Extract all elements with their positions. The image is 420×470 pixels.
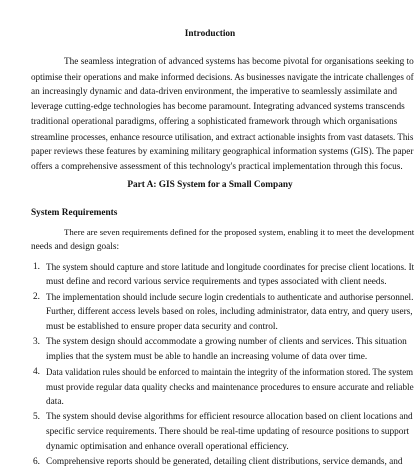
part-a-heading: Part A: GIS System for a Small Company	[127, 180, 293, 190]
list-item-line: must provide regular data quality checks and maintenance procedures to ensure accurate and reliable	[46, 382, 414, 392]
list-item-number: 5.	[33, 412, 40, 422]
paragraph-line: an increasingly dynamic and data-driven environment, the imperative to seamlessly assimilate and	[31, 87, 398, 97]
paragraph-line: paper reviews these features by examining military geographical information systems (GIS). The paper	[31, 147, 414, 157]
list-item-line: The system should capture and store latitude and longitude coordinates for precise client locations. It	[46, 262, 415, 272]
list-item-line: Comprehensive reports should be generated, detailing client distributions, service demands, and	[46, 457, 403, 467]
list-item-line: The system design should accommodate a growing number of clients and services. This situation	[46, 337, 407, 347]
list-item-number: 2.	[33, 292, 40, 302]
list-item-line: Further, different access levels based on roles, including administrator, data entry, and query users,	[46, 307, 413, 317]
list-item-line: must define and record various service requirements and types associated with client needs.	[46, 277, 387, 287]
paragraph-line: needs and design goals:	[31, 242, 120, 252]
paragraph-line: traditional operational paradigms, offering a sophisticated framework through which organisations	[31, 117, 398, 127]
paragraph-line: streamline processes, enhance resource utilisation, and extract actionable insights from vast datasets. This	[31, 132, 414, 142]
list-item-line: The system should devise algorithms for efficient resource allocation based on client locations and	[46, 412, 413, 422]
introduction-heading: Introduction	[184, 29, 236, 39]
list-item-line: Data validation rules should be enforced to maintain the integrity of the information stored. The system	[46, 367, 414, 377]
list-item-number: 6.	[33, 457, 40, 467]
list-item-number: 4.	[33, 367, 40, 377]
paragraph-line: The seamless integration of advanced systems has become pivotal for organisations seeking to	[64, 57, 414, 67]
list-item-line: must be established to ensure proper data security and control.	[46, 322, 278, 332]
paragraph-line: leverage cutting-edge technologies has become paramount. Integrating advanced systems transcends	[31, 102, 405, 112]
list-item-line: implies that the system must be able to handle an increasing volume of data over time.	[46, 352, 368, 362]
list-item-number: 1.	[33, 262, 40, 272]
paragraph-line: offers a comprehensive assessment of this technology's practical implementation through this focus.	[31, 162, 403, 172]
paragraph-line: optimise their operations and make informed decisions. As businesses navigate the intricate challenges of	[31, 72, 414, 82]
system-requirements-heading: System Requirements	[31, 208, 118, 218]
list-item-line: The implementation should include secure login credentials to authenticate and authorise personnel.	[46, 292, 414, 302]
list-item-line: dynamic optimisation and enhance overall operational efficiency.	[46, 442, 289, 452]
paragraph-line: There are seven requirements defined for the proposed system, enabling it to meet the development	[64, 227, 415, 237]
list-item-line: data.	[46, 397, 64, 407]
list-item-line: specific service requirements. There should be real-time updating of resource positions to support	[46, 427, 410, 437]
list-item-number: 3.	[33, 337, 40, 347]
